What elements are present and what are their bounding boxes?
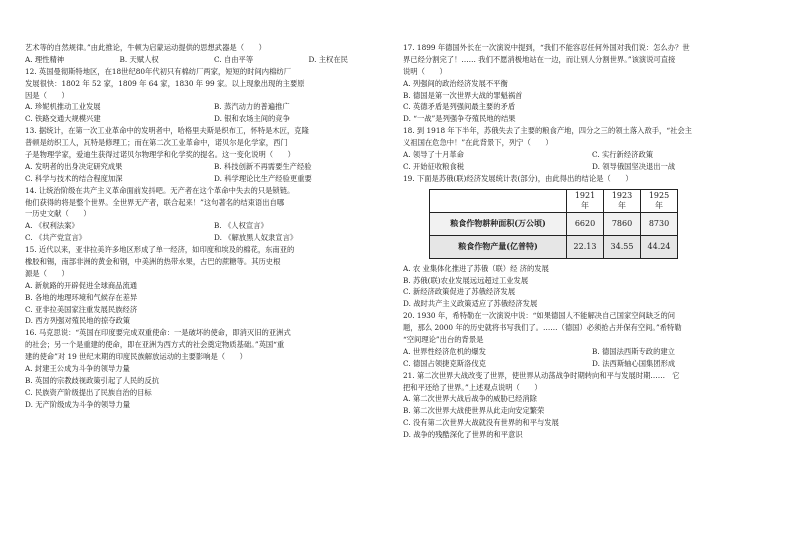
soviet-economy-table — [429, 189, 678, 259]
table-row-label: 粮食作物产量(亿普特) — [430, 235, 567, 258]
text-line: 的社会；另一个是重建的使命，即在亚洲为西方式的社会奠定物质基础。”英国“重 — [25, 340, 285, 350]
text-line: C. 没有第二次世界大战就没有世界的和平与发展 — [403, 418, 559, 428]
answer-option: C. 科学与技术的结合程度加深 — [25, 173, 123, 183]
answer-option: A. 领导了十月革命 — [403, 150, 464, 160]
answer-option: C. 自由平等 — [214, 54, 254, 64]
text-line: 17. 1899 年德国外长在一次演说中提到，“我们不能容忍任何外国对我们说：怎么办？世 — [403, 43, 690, 52]
table-cell: 44.24 — [641, 235, 678, 258]
text-line: B. 苏俄(联)农业发展远远超过工业发展 — [403, 275, 529, 285]
text-line: 21. 第二次世界大战改变了世界，使世界从动荡战争时期转向和平与发展时期…… 它 — [403, 370, 680, 380]
text-line: A. 列强间的政治经济发展不平衡 — [403, 78, 508, 88]
text-line: D. “一战”是列强争夺殖民地的结果 — [403, 114, 516, 124]
text-line: D. 战时共产主义政策适应了苏俄经济发展 — [403, 299, 538, 309]
right-column-top — [403, 42, 781, 185]
table-year-cell: 1923 年 — [604, 189, 641, 212]
text-line: 艺术等的自然规律。”由此推论，牛顿为启蒙运动提供的思想武器是（ ） — [25, 43, 266, 52]
answer-option: B. 科技创新不再需要生产经验 — [214, 161, 312, 171]
answer-option: A. 《权利法案》 — [25, 221, 79, 231]
text-line: 发展很快：1802 年 52 家，1809 年 64 家，1830 年 99 家。以上现象出现的主要原 — [25, 78, 305, 88]
text-line: 说明（ ） — [403, 66, 447, 76]
answer-option: A. 世界性经济危机的爆发 — [403, 346, 486, 356]
text-line: 一历史文献（ ） — [25, 209, 91, 219]
text-line: C. 亚非拉美国家注重发展民族经济 — [25, 304, 138, 314]
text-line: B. 第二次世界大战使世界从此走向安定繁荣 — [403, 406, 545, 416]
text-line: 子是物理学家，爱迪生获得过诺贝尔物理学和化学奖的提名。这一变化说明（ ） — [25, 150, 295, 160]
text-line: 橡胶和锡，南部非洲的黄金和钢，中美洲的热带水果，古巴的蔗糖等。其历史根 — [25, 257, 281, 267]
text-line: 12. 英国曼彻斯特地区，在18世纪80年代初只有棉纺厂两家，短短的时间内棉纺厂 — [25, 66, 291, 76]
answer-option: B. 《人权宣言》 — [214, 221, 268, 231]
table-header-row — [430, 189, 678, 212]
answer-option: A. 珍妮机推动工业发展 — [25, 102, 101, 112]
table-cell: 8730 — [641, 212, 678, 235]
text-line: 15. 近代以来，亚非拉美许多地区形成了单一经济，如印度和埃及的棉花，东南亚的 — [25, 245, 295, 255]
text-line: 把和平还给了世界。”上述观点说明（ ） — [403, 382, 542, 392]
text-line: 普顿是纺织工人，瓦特是修理工；而在第二次工业革命中，诺贝尔是化学家，西门 — [25, 138, 288, 148]
text-line: 题，那么 2000 年的历史就将书写我们了。……（德国）必须抢占并保有空间。”希特勒 — [403, 323, 682, 333]
text-line: A. 农 业集体化推进了苏俄（联）经 济的发展 — [403, 263, 549, 273]
text-line: C. 民族资产阶级提出了民族自治的目标 — [25, 387, 152, 397]
table-corner-cell — [430, 189, 567, 212]
option-row — [25, 232, 403, 244]
text-line: 18. 到 1918 年下半年，苏俄失去了主要的粮食产地，四分之三的领土落入敌手，“社会主 — [403, 126, 692, 136]
option-row — [25, 220, 403, 232]
option-row — [25, 113, 403, 125]
left-column — [25, 42, 403, 411]
text-line: D. 无产阶级成为斗争的领导力量 — [25, 399, 131, 409]
answer-option: C. 《共产党宣言》 — [25, 233, 87, 243]
table-row — [430, 212, 678, 235]
table-year-cell: 1925 年 — [641, 189, 678, 212]
text-line: “空间理论”出台的背景是 — [403, 335, 484, 345]
text-line: 源是（ ） — [25, 268, 69, 278]
text-line: 20. 1930 年，希特勒在一次演说中说：“如果德国人不能解决自己国家空间缺乏的问 — [403, 311, 676, 321]
text-line: 义祖国在危急中！”在此背景下，列宁（ ） — [403, 138, 553, 148]
answer-option: B. 蒸汽动力的普遍推广 — [214, 102, 290, 112]
table-year-cell: 1921 年 — [567, 189, 604, 212]
text-line: A. 封建王公成为斗争的领导力量 — [25, 364, 130, 374]
text-line: 界已经分割完了！…… 我们不愿消极地站在一边，而让别人分割世界。”该演说可直接 — [403, 54, 676, 64]
option-row — [403, 358, 781, 370]
text-line: D. 战争的残酷深化了世界的和平意识 — [403, 430, 523, 440]
text-line: 建的使命”对 19 世纪末期的印度民族解放运动的主要影响是（ ） — [25, 352, 247, 362]
right-column-bottom — [403, 263, 781, 441]
answer-option: D. 法西斯轴心国集团形成 — [592, 358, 676, 368]
text-line: B. 各地的地理环境和气候存在差异 — [25, 292, 138, 302]
table-row — [430, 235, 678, 258]
text-line: C. 新经济政策促进了苏俄经济发展 — [403, 287, 516, 297]
text-line: B. 德国是第一次世界大战的罪魁祸首 — [403, 90, 523, 100]
option-row — [403, 346, 781, 358]
option-row — [403, 149, 781, 161]
table-cell: 34.55 — [604, 235, 641, 258]
table-row-label: 粮食作物耕种面积(万公顷) — [430, 212, 567, 235]
text-line: 13. 据统计，在第一次工业革命中的发明者中，哈格里夫斯是织布工，怀特是木匠，克隆 — [25, 126, 309, 136]
text-line: 14. 让统治阶级在共产主义革命面前发抖吧。无产者在这个革命中失去的只是锁链。 — [25, 185, 295, 195]
text-line: B. 英国的宗教歧视政策引起了人民的反抗 — [25, 375, 160, 385]
option-row — [25, 173, 403, 185]
answer-option: A. 发明者的出身决定研究成果 — [25, 161, 123, 171]
text-line: D. 西方列强对殖民地的掠夺政策 — [25, 316, 131, 326]
answer-option: B. 天赋人权 — [119, 54, 159, 64]
text-line: 因是（ ） — [25, 90, 69, 100]
table-cell: 22.13 — [567, 235, 604, 258]
option-row — [25, 54, 403, 66]
answer-option: D. 主权在民 — [308, 54, 348, 64]
option-row — [25, 161, 403, 173]
text-line: 他们获得的将是整个世界。全世界无产者，联合起来！”这句著名的结束语出自哪 — [25, 197, 285, 207]
option-row — [403, 161, 781, 173]
right-column — [403, 42, 781, 441]
statistics-table-wrap — [429, 189, 781, 259]
answer-option: D. 领导俄国坚决退出一战 — [592, 161, 676, 171]
answer-option: D. 《解放黑人奴隶宣言》 — [214, 233, 298, 243]
answer-option: C. 开始征收粮食税 — [403, 161, 465, 171]
text-line: C. 英德矛盾是列强间最主要的矛盾 — [403, 102, 516, 112]
text-line: A. 新航路的开辟促进全球商品流通 — [25, 280, 138, 290]
answer-option: C. 实行新经济政策 — [592, 150, 654, 160]
table-cell: 7860 — [604, 212, 641, 235]
answer-option: A. 理性精神 — [25, 54, 65, 64]
answer-option: C. 铁路交通大规模兴建 — [25, 114, 101, 124]
answer-option: B. 德国法西斯专政的建立 — [592, 346, 675, 356]
text-line: 16. 马克思说：“英国在印度要完成双重使命：一是破坏的使命，即消灭旧的亚洲式 — [25, 328, 291, 338]
text-line: A. 第二次世界大战后战争的威胁已经消除 — [403, 394, 537, 404]
answer-option: C. 德国占领捷克斯洛伐克 — [403, 358, 486, 368]
option-row — [25, 101, 403, 113]
answer-option: D. 科学理论比生产经验更重要 — [214, 173, 312, 183]
table-cell: 6620 — [567, 212, 604, 235]
answer-option: D. 银和农场主间的竞争 — [214, 114, 290, 124]
text-line: 19. 下面是苏俄(联)经济发展统计表(部分)，由此得出的结论是（ ） — [403, 173, 633, 183]
